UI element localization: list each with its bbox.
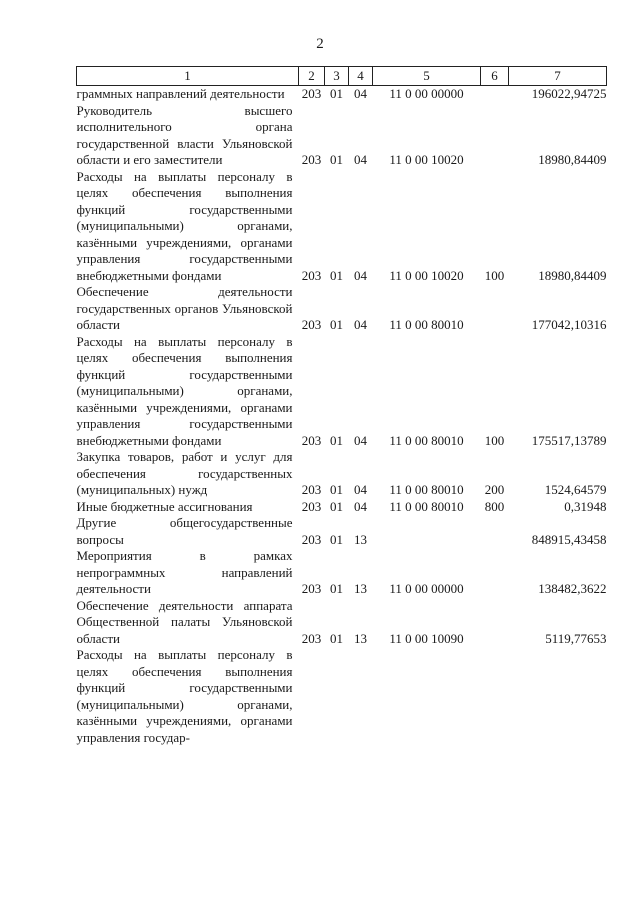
header-col-1: 1 [77,67,299,86]
row-code-3: 01 [330,86,343,101]
row-code-3: 01 [330,267,343,283]
row-code-3: 01 [330,630,343,646]
row-code-4: 04 [354,482,367,497]
row-code-3: 01 [330,317,343,332]
header-col-3: 3 [325,67,349,86]
row-amount [509,647,607,746]
row-code-5: 11 0 00 10020 [389,152,464,167]
row-code-4: 04 [354,432,367,448]
row-code-4: 13 [354,630,367,646]
table-row [77,598,607,648]
page-number: 2 [316,36,324,52]
row-code-3: 01 [330,482,343,497]
table-row [77,284,607,334]
table-row [77,499,607,516]
row-code-5: 11 0 00 80010 [389,482,464,497]
row-name: Расходы на выплаты персоналу в целях обеспечения выполнения функций государственными (муниципальными) органами, казёнными учреждениями, органами управления государственными внебюджетными фондами [76,333,293,448]
row-code-2: 203 [301,498,322,514]
row-code-3: 01 [330,152,343,167]
row-code-2: 203 [301,86,322,101]
row-code-4: 04 [354,267,367,283]
row-code-5: 11 0 00 80010 [389,498,464,514]
row-amount: 1524,64579 [544,482,607,497]
row-code-5: 11 0 00 10020 [389,267,464,283]
table-row [77,86,607,103]
row-code-5: 11 0 00 00000 [389,581,464,596]
row-code-4 [349,647,373,746]
row-code-2: 203 [301,317,322,332]
row-code-5: 11 0 00 00000 [389,86,464,101]
row-code-2: 203 [301,267,322,283]
row-amount: 18980,84409 [538,152,607,167]
row-code-3: 01 [330,531,343,547]
row-code-3 [325,647,349,746]
row-name: Закупка товаров, работ и услуг для обеспечения государственных (муниципальных) нужд [76,449,293,497]
row-code-4: 04 [354,498,367,514]
row-name: Другие общегосударственные вопросы [76,515,293,547]
row-name: Мероприятия в рамках непрограммных направлений деятельности [76,548,293,596]
row-amount: 848915,43458 [531,531,607,547]
row-code-6 [481,548,509,598]
row-code-2: 203 [301,482,322,497]
header-col-5: 5 [373,67,481,86]
row-code-2: 203 [301,152,322,167]
table-header-row [77,67,607,86]
row-name: Обеспечение деятельности государственных органов Ульяновской области [76,284,293,332]
row-code-6 [481,515,509,548]
row-code-5 [373,515,481,548]
row-code-3: 01 [330,498,343,514]
row-amount: 177042,10316 [531,317,607,332]
row-amount: 196022,94725 [531,86,607,101]
header-col-7: 7 [509,67,607,86]
header-col-2: 2 [299,67,325,86]
row-code-5 [373,647,481,746]
budget-table [76,66,607,746]
row-code-6 [481,598,509,648]
row-code-6: 100 [484,432,505,448]
row-code-4: 04 [354,152,367,167]
row-amount: 175517,13789 [531,432,607,448]
row-name: Расходы на выплаты персоналу в целях обеспечения выполнения функций государственными (муниципальными) органами, казёнными учреждениями, органами управления государственными внебюджетными фондами [76,168,293,283]
row-code-6 [481,284,509,334]
header-col-4: 4 [349,67,373,86]
row-name: граммных направлений деятельности [76,86,285,101]
table-row [77,103,607,169]
table-row [77,548,607,598]
row-amount: 5119,77653 [545,630,607,646]
header-col-6: 6 [481,67,509,86]
row-amount: 18980,84409 [538,267,607,283]
row-code-4: 04 [354,317,367,332]
table-row [77,647,607,746]
row-code-3: 01 [330,432,343,448]
row-code-2: 203 [301,630,322,646]
row-code-5: 11 0 00 10090 [389,630,464,646]
row-code-6 [481,647,509,746]
row-code-6: 100 [484,267,505,283]
row-code-3: 01 [330,581,343,596]
row-code-2: 203 [301,531,322,547]
row-name: Руководитель высшего исполнительного органа государственной власти Ульяновской области и его заместители [76,102,293,167]
row-name: Расходы на выплаты персоналу в целях обеспечения выполнения функций государственными (муниципальными) органами, казёнными учреждениями, органами управления государ- [76,647,293,745]
row-code-5: 11 0 00 80010 [389,317,464,332]
row-code-6 [481,86,509,103]
row-code-5: 11 0 00 80010 [389,432,464,448]
table-row [77,169,607,285]
row-code-6 [481,103,509,169]
table-row [77,449,607,499]
row-code-2: 203 [301,581,322,596]
table-row [77,334,607,450]
row-code-6: 800 [484,498,505,514]
row-code-2 [299,647,325,746]
row-code-2: 203 [301,432,322,448]
row-amount: 138482,3622 [538,581,607,596]
table-row [77,515,607,548]
row-name: Обеспечение деятельности аппарата Общественной палаты Ульяновской области [76,597,293,646]
row-code-4: 04 [354,86,367,101]
row-amount: 0,31948 [564,498,607,514]
row-code-4: 13 [354,531,367,547]
row-code-6: 200 [484,482,505,497]
row-code-4: 13 [354,581,367,596]
row-name: Иные бюджетные ассигнования [76,498,253,514]
